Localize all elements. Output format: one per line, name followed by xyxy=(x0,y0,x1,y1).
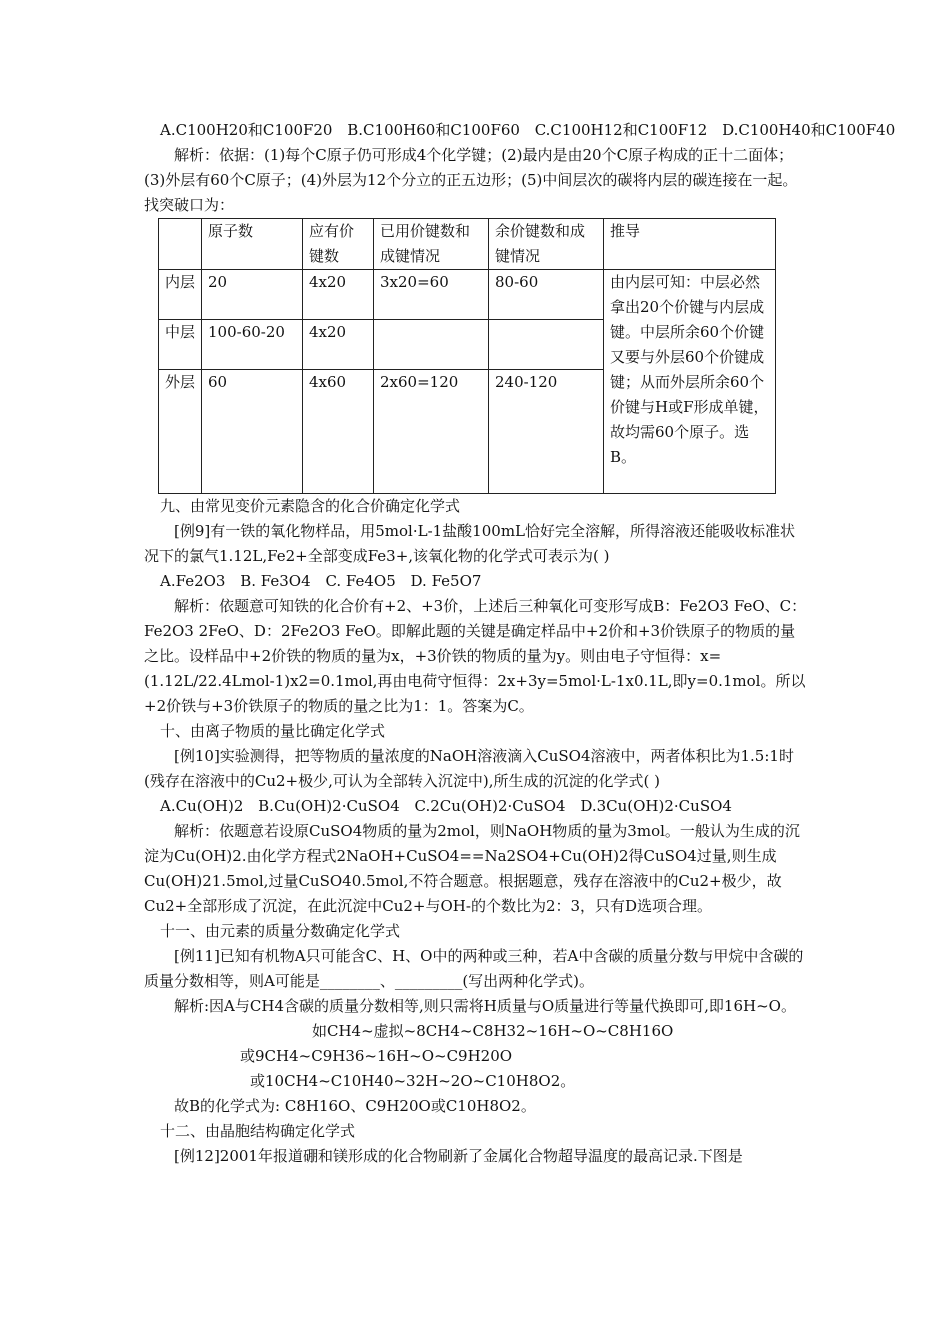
table-cell xyxy=(374,320,489,370)
table-cell: 80-60 xyxy=(489,270,604,320)
header-cell: 已用价键数和成键情况 xyxy=(374,219,489,270)
option-a: A.Fe2O3 xyxy=(160,572,226,590)
table-cell: 4x20 xyxy=(303,270,374,320)
analysis-paragraph: 解析：依据：(1)每个C原子仍可形成4个化学键；(2)最内是由20个C原子构成的正十二面体；(3)外层有60个C原子；(4)外层为12个分立的正五边形；(5)中间层次的碳将内层的碳连接在一起。找突破口为： xyxy=(144,146,798,214)
table-cell: 240-120 xyxy=(489,370,604,494)
example-11-analysis: 解析:因A与CH4含碳的质量分数相等,则只需将H质量与O质量进行等量代换即可,即16H~O。 xyxy=(174,997,796,1015)
option-c: C.C100H12和C100F12 xyxy=(534,121,708,139)
header-cell: 应有价键数 xyxy=(303,219,374,270)
example-12-question: [例12]2001年报道硼和镁形成的化合物刷新了金属化合物超导温度的最高记录.下图是 xyxy=(174,1147,743,1165)
table-row xyxy=(159,270,776,320)
table-cell: 3x20=60 xyxy=(374,270,489,320)
options-row-top xyxy=(144,118,896,143)
example-10-question: [例10]实验测得，把等物质的量浓度的NaOH溶液滴入CuSO4溶液中，两者体积比为1.5:1时(残存在溶液中的Cu2+极少,可认为全部转入沉淀中),所生成的沉淀的化学式( ) xyxy=(144,747,794,790)
header-cell: 推导 xyxy=(604,219,776,270)
table-cell: 60 xyxy=(202,370,303,494)
table-header-row xyxy=(159,219,776,270)
table-cell: 中层 xyxy=(159,320,202,370)
option-a: A.C100H20和C100F20 xyxy=(160,121,333,139)
table-cell: 4x60 xyxy=(303,370,374,494)
table-cell: 外层 xyxy=(159,370,202,494)
equation-1: 如CH4~虚拟~8CH4~C8H32~16H~O~C8H16O xyxy=(312,1022,674,1040)
header-cell xyxy=(159,219,202,270)
table-cell: 100-60-20 xyxy=(202,320,303,370)
document-page xyxy=(144,118,896,1169)
table-cell: 2x60=120 xyxy=(374,370,489,494)
table-cell: 内层 xyxy=(159,270,202,320)
equation-3: 或10CH4~C10H40~32H~2O~C10H8O2。 xyxy=(250,1072,576,1090)
section-9-title: 九、由常见变价元素隐含的化合价确定化学式 xyxy=(160,497,461,515)
option-a: A.Cu(OH)2 xyxy=(160,797,244,815)
derivation-cell: 由内层可知：中层必然拿出20个价键与内层成键。中层所余60个价键又要与外层60个价键成键；从而外层所余60个价键与H或F形成单键，故均需60个原子。选B。 xyxy=(604,270,776,494)
example-10-analysis: 解析：依题意若设原CuSO4物质的量为2mol，则NaOH物质的量为3mol。一般认为生成的沉淀为Cu(OH)2.由化学方程式2NaOH+CuSO4==Na2SO4+Cu(OH)2得CuSO4过量,则生成Cu(OH)21.5mol,过量CuSO40.5mol,不符合题意。根据题意，残存在溶液中的Cu2+极少，故Cu2+全部形成了沉淀，在此沉淀中Cu2+与OH-的个数比为2：3，只有D选项合理。 xyxy=(144,822,800,915)
option-c: C. Fe4O5 xyxy=(325,572,396,590)
table-cell: 20 xyxy=(202,270,303,320)
example-9-question: [例9]有一铁的氧化物样品，用5mol·L-1盐酸100mL恰好完全溶解，所得溶液还能吸收标准状况下的氯气1.12L,Fe2+全部变成Fe3+,该氧化物的化学式可表示为( ) xyxy=(144,522,796,565)
option-b: B.Cu(OH)2·CuSO4 xyxy=(258,797,400,815)
example-9-analysis: 解析：依题意可知铁的化合价有+2、+3价，上述后三种氧化可变形写成B：Fe2O3 FeO、C：Fe2O3 2FeO、D：2Fe2O3 FeO。即解此题的关键是确定样品中+2价和+3价铁原子的物质的量之比。设样品中+2价铁的物质的量为x，+3价铁的物质的量为y。则由电子守恒得：x=(1.12L/22.4Lmol-1)x2=0.1mol,再由电荷守恒得：2x+3y=5mol·L-1x0.1L,即y=0.1mol。所以+2价铁与+3价铁原子的物质的量之比为1：1。答案为C。 xyxy=(144,597,807,715)
example-11-question: [例11]已知有机物A只可能含C、H、O中的两种或三种，若A中含碳的质量分数与甲烷中含碳的质量分数相等，则A可能是________、_________(写出两种化学式)。 xyxy=(144,947,804,990)
option-d: D.3Cu(OH)2·CuSO4 xyxy=(580,797,732,815)
example-10-options xyxy=(144,794,808,819)
example-11-answer: 故B的化学式为: C8H16O、C9H20O或C10H8O2。 xyxy=(174,1097,536,1115)
section-10-title: 十、由离子物质的量比确定化学式 xyxy=(160,722,386,740)
option-d: D. Fe5O7 xyxy=(410,572,482,590)
table-cell: 4x20 xyxy=(303,320,374,370)
equation-2: 或9CH4~C9H36~16H~O~C9H20O xyxy=(240,1047,513,1065)
option-b: B. Fe3O4 xyxy=(240,572,311,590)
option-d: D.C100H40和C100F40 xyxy=(722,121,896,139)
section-11-title: 十一、由元素的质量分数确定化学式 xyxy=(160,922,401,940)
option-c: C.2Cu(OH)2·CuSO4 xyxy=(414,797,566,815)
header-cell: 余价键数和成键情况 xyxy=(489,219,604,270)
table-cell xyxy=(489,320,604,370)
bond-table xyxy=(158,218,776,494)
option-b: B.C100H60和C100F60 xyxy=(347,121,520,139)
section-12-title: 十二、由晶胞结构确定化学式 xyxy=(160,1122,356,1140)
header-cell: 原子数 xyxy=(202,219,303,270)
example-9-options xyxy=(144,569,808,594)
